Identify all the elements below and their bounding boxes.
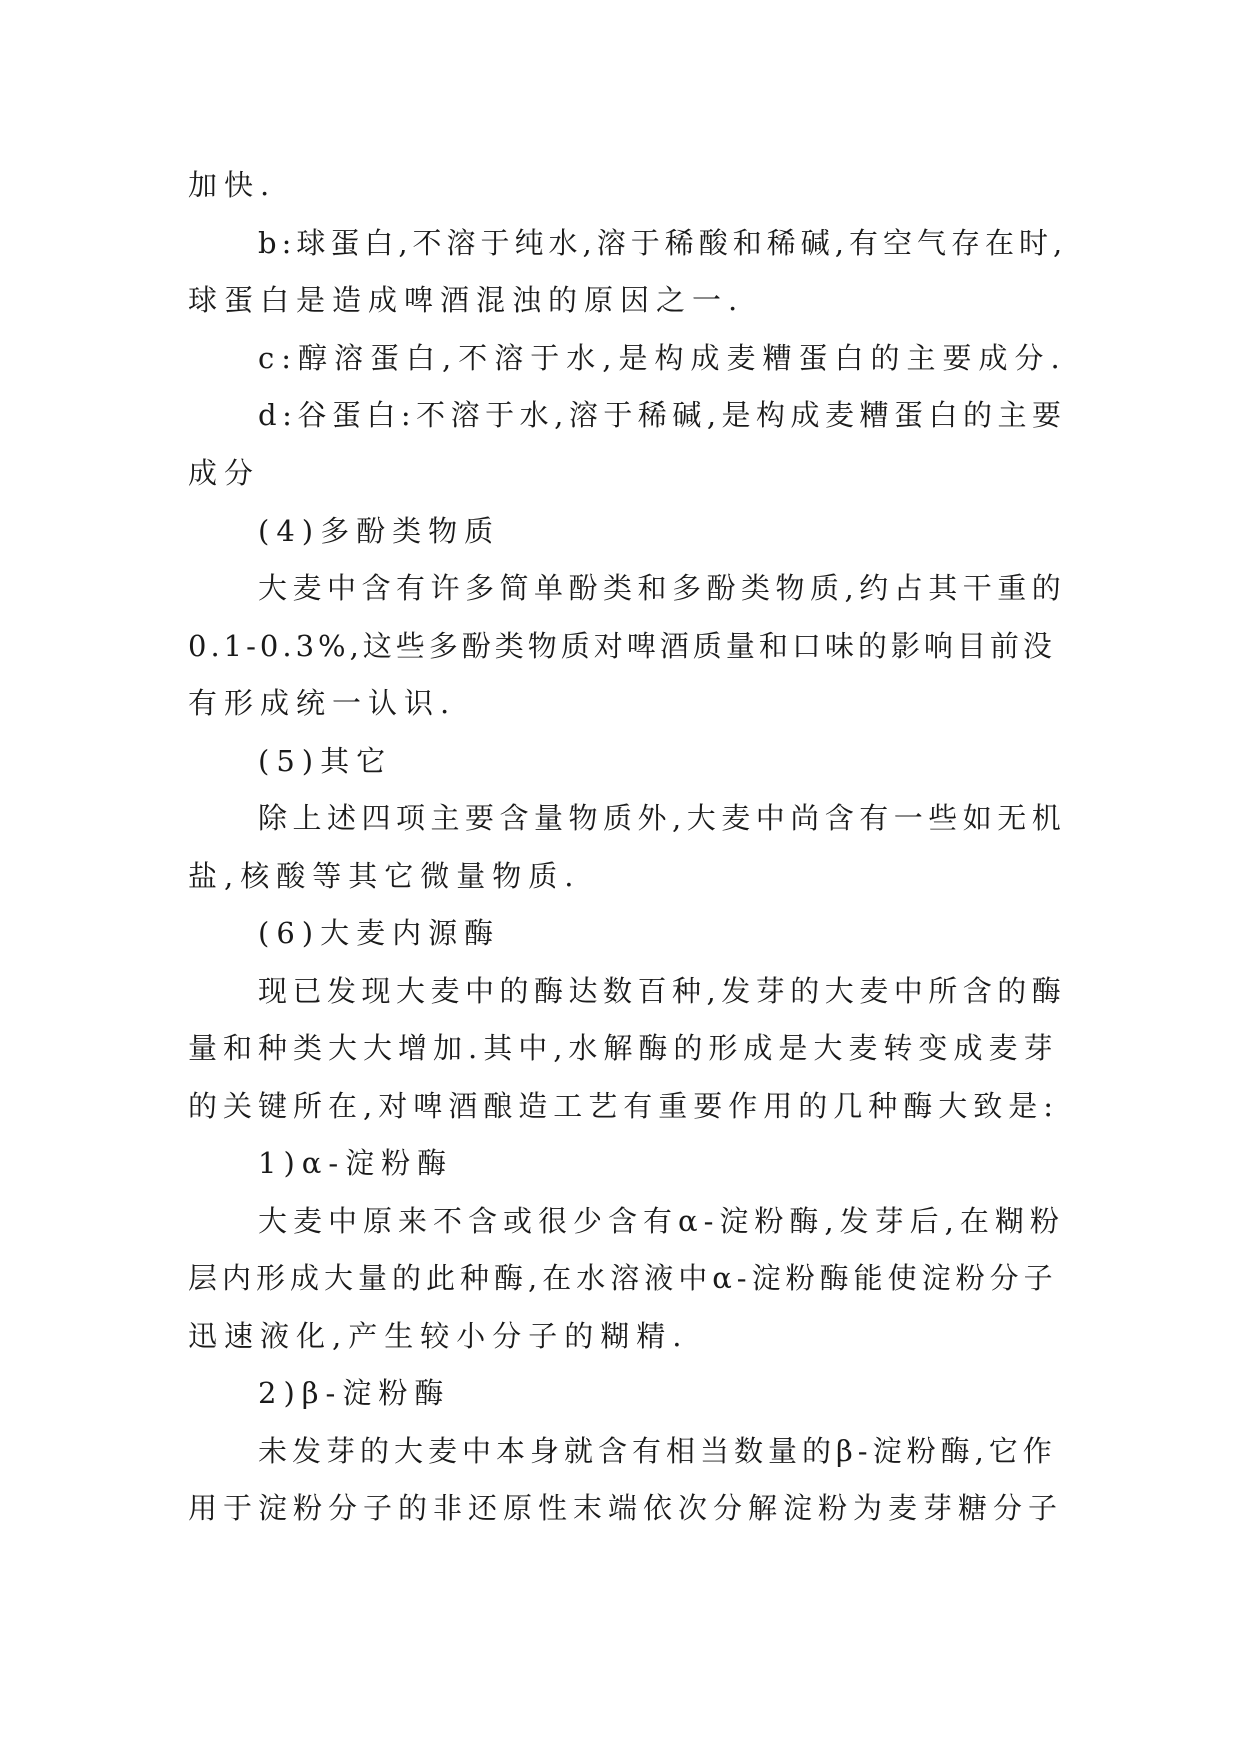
text-line: 迅速液化,产生较小分子的糊精. [188, 1319, 689, 1353]
text-line: 球蛋白是造成啤酒混浊的原因之一. [188, 283, 745, 317]
subsection-heading: 2)β-淀粉酶 [258, 1376, 451, 1410]
section-heading: (5)其它 [258, 744, 393, 778]
text-line: 量和种类大大增加.其中,水解酶的形成是大麦转变成麦芽 [188, 1031, 1059, 1065]
subsection-heading: 1)α-淀粉酶 [258, 1146, 454, 1180]
text-line: 0.1-0.3%,这些多酚类物质对啤酒质量和口味的影响目前没 [188, 629, 1056, 663]
text-line: 有形成统一认识. [188, 686, 457, 720]
text-line: d:谷蛋白:不溶于水,溶于稀碱,是构成麦糟蛋白的主要 [258, 398, 1067, 432]
text-line: 未发芽的大麦中本身就含有相当数量的β-淀粉酶,它作 [258, 1434, 1057, 1468]
text-line: 的关键所在,对啤酒酿造工艺有重要作用的几种酶大致是: [188, 1089, 1059, 1123]
text-line: 大麦中原来不含或很少含有α-淀粉酶,发芽后,在糊粉 [258, 1204, 1065, 1238]
text-line: c:醇溶蛋白,不溶于水,是构成麦糟蛋白的主要成分. [258, 341, 1067, 375]
text-line: 盐,核酸等其它微量物质. [188, 859, 581, 893]
text-line: 加快. [188, 168, 277, 202]
section-heading: (6)大麦内源酶 [258, 916, 501, 950]
text-line: 成分 [188, 456, 261, 490]
section-heading: (4)多酚类物质 [258, 514, 501, 548]
text-line: 层内形成大量的此种酶,在水溶液中α-淀粉酶能使淀粉分子 [188, 1261, 1058, 1295]
text-line: 大麦中含有许多简单酚类和多酚类物质,约占其干重的 [258, 571, 1067, 605]
text-line: b:球蛋白,不溶于纯水,溶于稀酸和稀碱,有空气存在时, [258, 226, 1068, 260]
text-line: 用于淀粉分子的非还原性末端依次分解淀粉为麦芽糖分子 [188, 1491, 1064, 1525]
text-line: 除上述四项主要含量物质外,大麦中尚含有一些如无机 [258, 801, 1067, 835]
text-line: 现已发现大麦中的酶达数百种,发芽的大麦中所含的酶 [258, 974, 1067, 1008]
